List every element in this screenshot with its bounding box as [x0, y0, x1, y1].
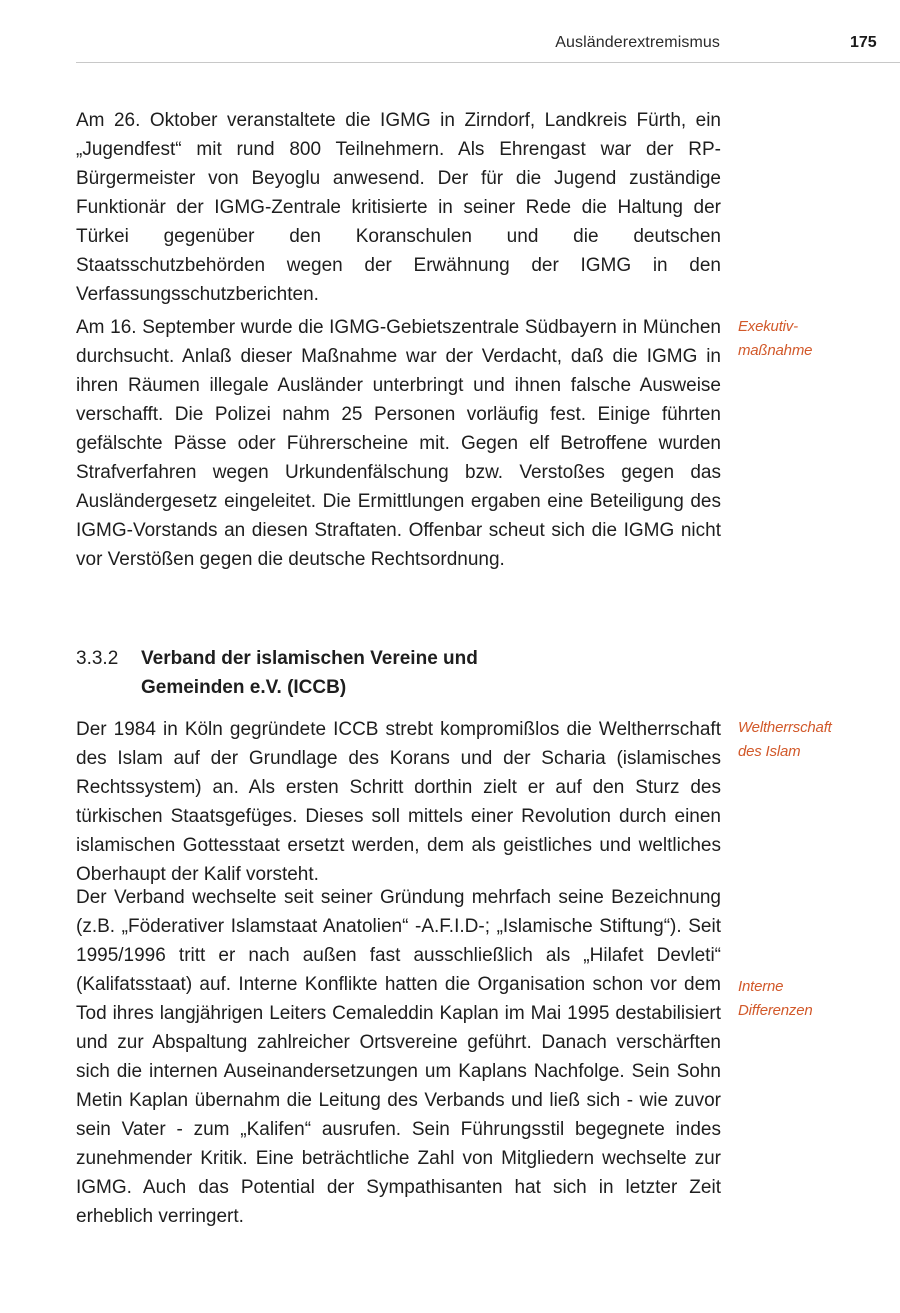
page-header	[0, 0, 900, 66]
margin-note-line: Weltherrschaft	[738, 719, 832, 736]
header-rule	[76, 62, 900, 63]
margin-note-line: Exekutiv-	[738, 318, 798, 335]
paragraph-iccb-ziele: Der 1984 in Köln gegründete ICCB strebt kompromißlos die Weltherrschaft des Islam auf der Grundlage des Korans und der Scharia (islamisches Rechtssystem) an. Als ersten Schritt dorthin zielt er auf den Sturz des türkischen Staatsgefüges. Dieses soll mittels einer Revolution durch einen islamischen Gottesstaat ersetzt werden, dem als geistliches und weltliches Oberhaupt der Kalif vorsteht.	[76, 719, 721, 885]
section-number: 3.3.2	[76, 648, 119, 669]
section-title-line: Verband der islamischen Vereine und	[141, 648, 478, 669]
section-title	[141, 644, 561, 702]
margin-note-line: Differenzen	[738, 1002, 813, 1019]
margin-note-exekutivmassnahme	[738, 315, 888, 363]
margin-note-line: Interne	[738, 978, 784, 995]
paragraph-verband-geschichte: Der Verband wechselte seit seiner Gründung mehrfach seine Bezeichnung (z.B. „Föderativer Islamstaat Anatolien“ -A.F.I.D-; „Islamische Stiftung“). Seit 1995/1996 tritt er nach außen fast ausschließlich als „Hilafet Devleti“ (Kalifatsstaat) auf. Interne Konflikte hatten die Organisation schon vor dem Tod ihres langjährigen Leiters Cemaleddin Kaplan im Mai 1995 destabilisiert und zur Abspaltung zahlreicher Ortsvereine geführt. Danach verschärften sich die internen Auseinandersetzungen um Kaplans Nachfolge. Sein Sohn Metin Kaplan übernahm die Leitung des Verbands und ließ sich - wie zuvor sein Vater - zum „Kalifen“ ausrufen. Sein Führungsstil begegnete indes zunehmender Kritik. Eine beträchtliche Zahl von Mitgliedern wechselte zur IGMG. Auch das Potential der Sympathisanten hat sich in letzter Zeit erheblich verringert.	[76, 887, 721, 1227]
margin-note-interne-differenzen	[738, 975, 888, 1023]
page-number: 175	[850, 34, 877, 51]
paragraph-durchsuchung: Am 16. September wurde die IGMG-Gebietszentrale Südbayern in München durchsucht. Anlaß dieser Maßnahme war der Verdacht, daß die IGMG in ihren Räumen illegale Ausländer unterbringt und ihnen falsche Ausweise verschafft. Die Polizei nahm 25 Personen vorläufig fest. Einige führten gefälschte Pässe oder Führerscheine mit. Gegen elf Betroffene wurden Strafverfahren wegen Urkundenfälschung bzw. Verstoßes gegen das Ausländergesetz eingeleitet. Die Ermittlungen ergaben eine Beteiligung des IGMG-Vorstands an diesen Straftaten. Offenbar scheut sich die IGMG nicht vor Verstößen gegen die deutsche Rechtsordnung.	[76, 317, 721, 570]
paragraph-jugendfest: Am 26. Oktober veranstaltete die IGMG in Zirndorf, Landkreis Fürth, ein „Jugendfest“ mit rund 800 Teilnehmern. Als Ehrengast war der RP-Bürgermeister von Beyoglu anwesend. Der für die Jugend zuständige Funktionär der IGMG-Zentrale kritisierte in seiner Rede die Haltung der Türkei gegenüber den Koranschulen und die deutschen Staatsschutzbehörden wegen der Erwähnung der IGMG in den Verfassungsschutzberichten.	[76, 110, 721, 305]
margin-note-line: maßnahme	[738, 342, 813, 359]
margin-note-weltherrschaft	[738, 716, 888, 764]
margin-note-line: des Islam	[738, 743, 801, 760]
section-title-line: Gemeinden e.V. (ICCB)	[141, 677, 347, 698]
running-title: Ausländerextremismus	[555, 34, 720, 51]
